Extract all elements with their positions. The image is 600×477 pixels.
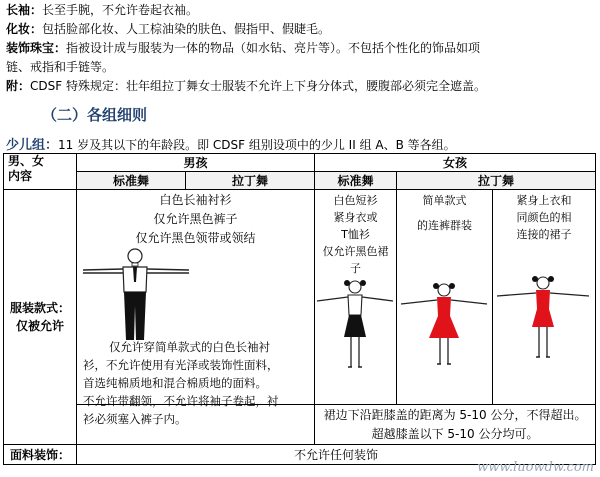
rule-sleeve-label: 长袖： [6, 3, 43, 17]
children-group-line [6, 134, 456, 153]
rule-jewelry-text: 指被设计成与服装为一体的物品（如水钻、亮片等）。不包括个性化的饰品如项 [66, 41, 481, 55]
girl-std-line1: 白色短衫 [333, 194, 378, 207]
girl-latin2-line3: 连接的裙子 [516, 228, 572, 241]
girl-latin1-line2: 的连裤群装 [417, 219, 473, 232]
girl-latin2-line2: 同颜色的相 [516, 211, 572, 224]
girl-latin-dress-figure [397, 280, 491, 376]
girl-latin-red-top [536, 290, 550, 309]
boy-left-arm [83, 269, 123, 270]
costume-table [3, 153, 596, 465]
boy-figure [77, 248, 314, 344]
boys-header: 男孩 [77, 154, 315, 172]
girl-latin-top-skirt-figure [493, 273, 593, 369]
girl-latin-top-skirt-cell [493, 190, 596, 405]
boy-shirt-line: 白色长袖衬衫 [159, 193, 232, 207]
boy-costume-cell [77, 190, 315, 426]
boy-figure-svg [77, 248, 315, 344]
boy-right-arm [147, 269, 189, 270]
girl-latin-red-dress [429, 297, 459, 338]
boy-desc-line1: 仅允许穿简单款式的白色长袖衬 [109, 340, 270, 354]
watermark: www.luowdw.com [477, 460, 594, 475]
hem-note-cell [315, 405, 596, 445]
boy-desc-line4: 不允许带翻领，不允许将袖子卷起，衬 [83, 394, 279, 408]
girl-std-line4: 仅允许黑色裙 [322, 245, 389, 258]
girls-latin-header: 拉丁舞 [397, 172, 596, 190]
boy-description [77, 338, 314, 428]
girl-std-skirt [344, 315, 366, 337]
boy-desc-line5: 衫必须塞入裤子内。 [83, 412, 187, 426]
girls-header: 女孩 [315, 154, 596, 172]
rule-sleeve [6, 1, 594, 19]
children-group-label: 少儿组： [6, 138, 59, 153]
hem-note-line2: 超越膝盖以下 5-10 公分均可。 [371, 426, 539, 441]
girl-latin2-line1: 紧身上衣和 [516, 194, 572, 207]
boy-desc-line3: 首选纯棉质地和混合棉质地的面料。 [83, 376, 267, 390]
girl-standard-figure [315, 277, 395, 373]
rule-jewelry [6, 39, 594, 57]
rule-makeup-text: 包括脸部化妆、人工棕油染的肤色、假指甲、假睫毛。 [42, 22, 331, 36]
rule-note [6, 77, 594, 95]
hem-note-line1: 裙边下沿距膝盖的距离为 5-10 公分，不得超出。 [323, 407, 587, 422]
rule-jewelry-label: 装饰珠宝： [6, 41, 67, 55]
girl-latin1-line1: 简单款式 [422, 194, 467, 207]
corner-line2: 内容 [8, 169, 33, 183]
rule-makeup-label: 化妆： [6, 22, 43, 36]
boy-trousers [124, 292, 146, 340]
girl-std-line3: T恤衫 [341, 228, 370, 241]
corner-line1: 男、女 [8, 154, 45, 168]
corner-header [4, 154, 77, 190]
style-row-label-line1: 服装款式： [9, 301, 70, 315]
style-row-label [4, 190, 77, 445]
boy-head [128, 249, 142, 263]
girl-latin-red-skirt [532, 309, 554, 327]
rule-note-text: CDSF 特殊规定：壮年组拉丁舞女士服装不允许上下身分体式，腰腹部必须完全遮盖。 [30, 79, 486, 93]
rule-sleeve-text: 长至手腕，不允许卷起衣袖。 [42, 3, 199, 17]
girls-standard-header: 标准舞 [315, 172, 397, 190]
boys-latin-header: 拉丁舞 [186, 172, 315, 190]
girl-std-head [349, 281, 361, 293]
fabric-row-label: 面料装饰： [4, 445, 77, 465]
boy-desc-line2: 衫，不允许使用有光泽或装饰性面料， [83, 358, 279, 372]
girl-std-line2: 紧身衣或 [333, 211, 378, 224]
style-row-label-line2: 仅被允许 [15, 319, 64, 333]
girl-std-top [348, 295, 362, 315]
rule-makeup [6, 20, 594, 38]
section-title: （二）各组细则 [42, 106, 148, 124]
rule-note-label: 附： [6, 79, 31, 93]
rule-jewelry-cont: 链、戒指和手链等。 [6, 60, 115, 74]
children-group-text: 11 岁及其以下的年龄段。即 CDSF 组别设项中的少儿 II 组 A、B 等各组。 [58, 138, 456, 152]
boy-trousers-line: 仅允许黑色裤子 [153, 212, 238, 226]
girl-standard-cell [315, 190, 397, 405]
boy-tie-line: 仅允许黑色领带或领结 [135, 231, 256, 245]
girl-latin-dress-cell [397, 190, 493, 405]
girl-std-line5: 子 [350, 262, 362, 275]
boys-standard-header: 标准舞 [77, 172, 186, 190]
fabric-row-text: 不允许任何装饰 [77, 445, 596, 465]
